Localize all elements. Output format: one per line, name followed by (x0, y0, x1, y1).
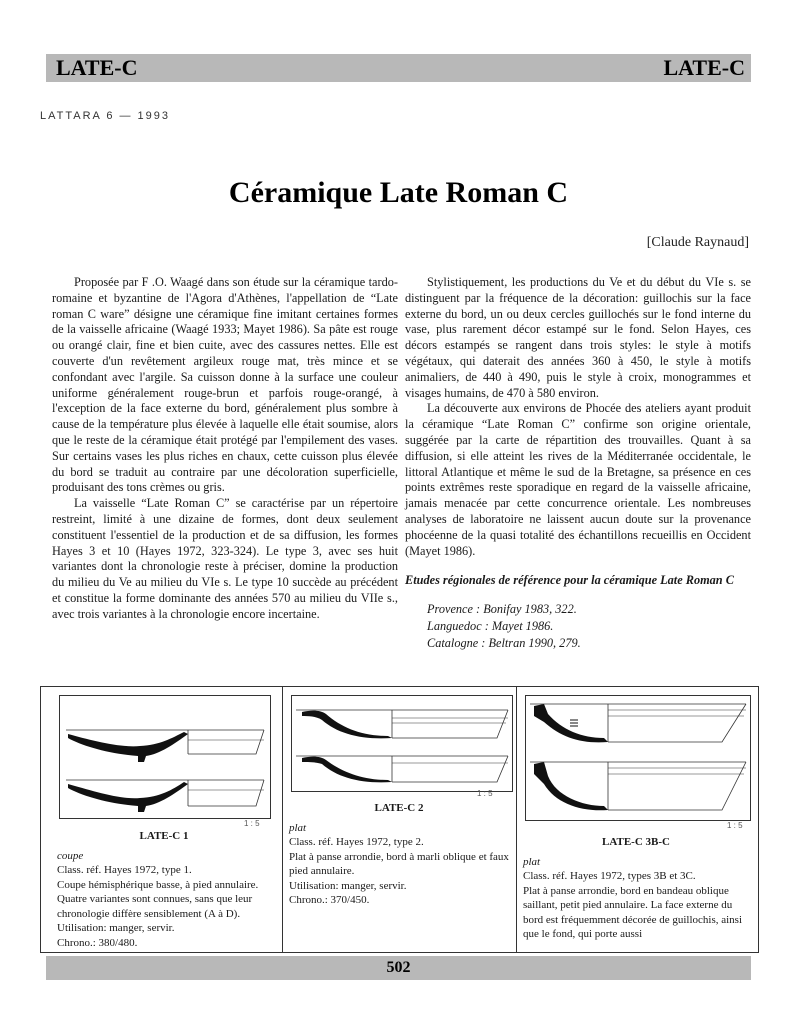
panel-caption (289, 801, 509, 908)
paragraph: Stylistiquement, les productions du Ve et du début du VIe s. se distinguent par la fréquence de la décoration: guillochis sur la face externe du bord, un ou deux cercles guillochés sur le fond interne du vase, plus rarement décor estampé sur le fond. Selon Hayes, ces décors estampés se rangent dans trois styles: le style à motifs végétaux, qui daterait des années 360 à 450, le style à motifs animaliers, de 440 à 490, puis le style à croix, monogrammes et visages humains, de 470 à 580 environ. (405, 275, 751, 400)
caption-line: Chrono.: 370/450. (289, 894, 370, 906)
reference-list (405, 601, 751, 652)
scale-label: 1 : 5 (477, 789, 493, 798)
section-subheading: Etudes régionales de référence pour la céramique Late Roman C (405, 573, 734, 588)
reference-item: Catalogne : Beltran 1990, 279. (427, 636, 581, 651)
caption-line: Utilisation: manger, servir. (57, 922, 175, 934)
panel-caption (523, 835, 749, 942)
panel-late-c-2 (281, 686, 516, 953)
profile-drawing-late-c-2 (291, 695, 513, 792)
type-name: LATE-C 1 (139, 830, 189, 842)
caption-line: Plat à panse arrondie, bord à marli oblique et faux pied annulaire. (289, 850, 509, 877)
vessel-profile-drawing (526, 696, 750, 820)
type-name: LATE-C 2 (374, 802, 424, 814)
page-title: Céramique Late Roman C (228, 176, 569, 209)
header-left-label: LATE-C (56, 55, 138, 80)
paragraph: La vaisselle “Late Roman C” se caractérise par un répertoire restreint, limité à une dizaine de formes, dont deux seulement constituent l'essentiel de la production et de sa diffusion, les formes Hayes 3 et 10 (Hayes 1972, 323-324). Le type 3, avec ses huit variantes dont la chronologie reste à préciser, domine la production du milieu du Ve au milieu du VIe s. Le type 10 succède au précédent et constitue la forme dominante des années 570 au milieu du VIIe s., avec trois variantes à la chronologie encore incertaine. (52, 496, 398, 621)
scale-label: 1 : 5 (244, 819, 260, 828)
caption-line: Coupe hémisphérique basse, à pied annulaire. Quatre variantes sont connues, sans que leur chronologie diffère sensiblement (A à D). (57, 878, 259, 920)
typology-panels (40, 686, 758, 952)
running-header-bar (46, 54, 751, 82)
type-name: LATE-C 3B-C (602, 836, 670, 848)
profile-drawing-late-c-1 (59, 695, 271, 819)
header-right-label: LATE-C (663, 55, 745, 80)
paragraph: La découverte aux environs de Phocée des ateliers ayant produit la céramique “Late Roman C” confirme son origine orientale, suggérée par la carte de répartition des trouvailles. Quant à sa diffusion, si elle atteint les rives de la Méditerranée occidentale, le littoral Atlantique et même le sud de la Bretagne, sa présence en ces points extrêmes reste sporadique en regard de la vaisselle africaine, jamais menacée par cette concurrence orientale. Les nombreuses analyses de laboratoire ne laissent aucun doute sur la provenance phocéenne de la quasi totalité des échantillons recueillis en Occident (Mayet 1986). (405, 401, 751, 558)
profile-drawing-late-c-3b-c (525, 695, 751, 821)
caption-line: Utilisation: manger, servir. (289, 879, 407, 892)
panel-late-c-1 (40, 686, 283, 953)
scale-label: 1 : 5 (727, 821, 743, 830)
caption-line: Class. réf. Hayes 1972, type 2. (289, 836, 424, 848)
caption-line: Class. réf. Hayes 1972, type 1. (57, 864, 192, 876)
right-column (405, 275, 751, 652)
left-column (52, 275, 398, 623)
vessel-profile-drawing (292, 696, 512, 791)
footer-bar (46, 956, 751, 980)
vessel-kind: coupe (57, 849, 84, 862)
vessel-profile-drawing (60, 696, 270, 818)
series-label: LATTARA 6 — 1993 (40, 110, 171, 122)
caption-line: Chrono.: 380/480. (57, 936, 138, 949)
page-number: 502 (386, 959, 411, 976)
caption-line: Plat à panse arrondie, bord en bandeau oblique saillant, petit pied annulaire. La face externe du bord est fréquemment décorée de guillochis, ainsi que le fond, qui porte aussi (523, 884, 743, 940)
reference-item: Provence : Bonifay 1983, 322. (427, 602, 577, 617)
vessel-kind: plat (289, 821, 307, 834)
author: [Claude Raynaud] (646, 235, 749, 250)
caption-line: Class. réf. Hayes 1972, types 3B et 3C. (523, 870, 696, 882)
reference-item: Languedoc : Mayet 1986. (427, 619, 554, 634)
panel-late-c-3b-c (516, 686, 759, 953)
paragraph: Proposée par F .O. Waagé dans son étude sur la céramique tardo-romaine et byzantine de l'Agora d'Athènes, l'appellation de “Late roman C ware” désigne une céramique fine imitant certaines formes de la vaisselle africaine (Waagé 1933; Mayet 1986). Sa pâte est rouge ou orangé clair, fine et bien cuite, avec des cassures nettes. Elle est couverte d'un revêtement argileux rouge mat, très mince et se confondant avec l'argile. Sa cuisson donne à la surface une couleur uniforme généralement rouge-brun et parfois rouge-orangé, à l'exception de la face externe du bord, généralement plus sombre à cause de la température plus élevée à laquelle elle était soumise, alors que le reste de la céramique était protégé par l'empilement des vases. Sur certains vases les plus riches en chaux, cette cuisson plus élevée du bord se traduit au contraire par une décoloration superficielle, produisant des tons crèmes ou gris. (52, 275, 398, 495)
vessel-kind: plat (523, 855, 541, 868)
panel-caption (57, 829, 271, 950)
